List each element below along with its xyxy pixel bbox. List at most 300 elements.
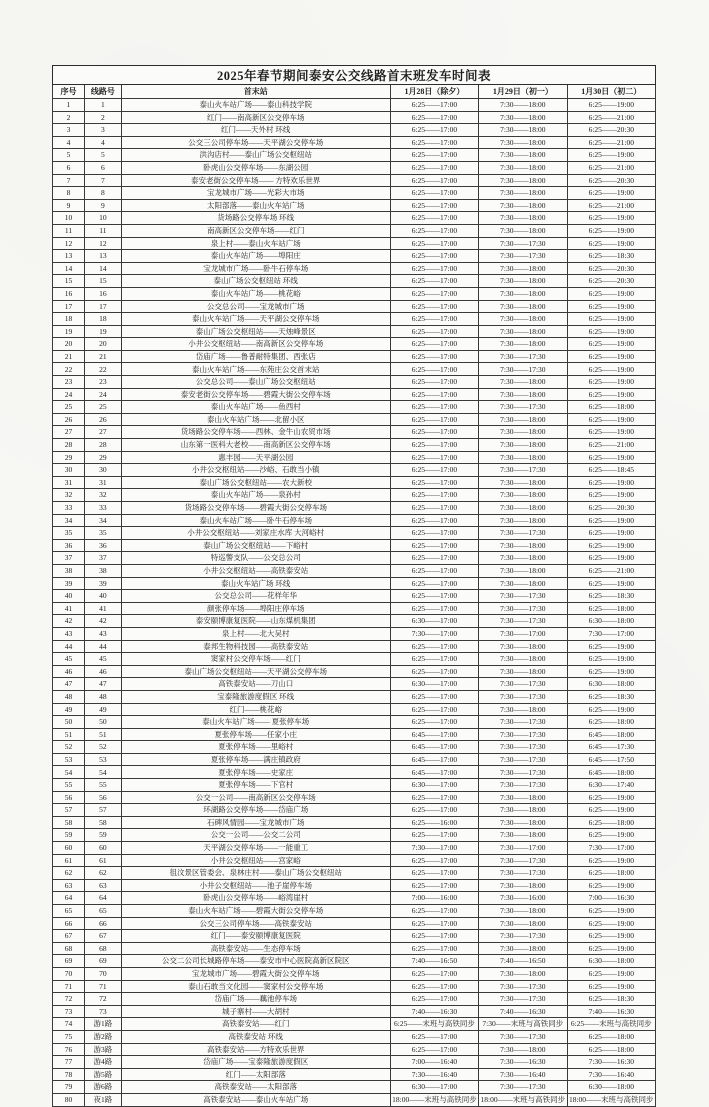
cell-station: 公交三公司停车场——高铁泰安站 — [121, 917, 390, 930]
cell-time-day1: 6:25——17:00 — [390, 967, 478, 980]
cell-time-day1: 6:45——17:00 — [390, 728, 478, 741]
cell-time-day1: 6:25——17:00 — [390, 703, 478, 716]
cell-time-day3: 7:30——16:30 — [567, 1056, 655, 1069]
cell-time-day3: 6:25——19:00 — [567, 854, 655, 867]
cell-seq: 38 — [53, 564, 85, 577]
cell-time-day2: 7:30——16:00 — [479, 892, 567, 905]
cell-time-day2: 7:30——18:00 — [479, 262, 567, 275]
cell-time-day2: 7:30——18:00 — [479, 124, 567, 137]
cell-time-day2: 18:00——末班与高铁同步 — [479, 1093, 567, 1106]
cell-time-day1: 6:25——17:00 — [390, 905, 478, 918]
cell-time-day1: 6:25——17:00 — [390, 388, 478, 401]
cell-time-day1: 6:25——17:00 — [390, 224, 478, 237]
cell-time-day2: 7:30——17:30 — [479, 678, 567, 691]
table-row — [53, 136, 656, 149]
table-row — [53, 313, 656, 326]
table-row — [53, 829, 656, 842]
cell-time-day3: 6:25——19:00 — [567, 653, 655, 666]
cell-time-day2: 7:30——18:00 — [479, 552, 567, 565]
cell-time-day3: 6:25——18:00 — [567, 867, 655, 880]
cell-time-day1: 6:25——17:00 — [390, 804, 478, 817]
cell-route: 游4路 — [84, 1056, 121, 1069]
cell-time-day2: 7:30——18:00 — [479, 502, 567, 515]
cell-station: 石碑风情园——宝龙城市广场 — [121, 816, 390, 829]
cell-time-day3: 6:25——19:00 — [567, 99, 655, 112]
cell-time-day3: 6:25——20:30 — [567, 174, 655, 187]
cell-time-day2: 7:30——18:00 — [479, 99, 567, 112]
cell-route: 38 — [84, 564, 121, 577]
cell-seq: 31 — [53, 476, 85, 489]
cell-seq: 12 — [53, 237, 85, 250]
cell-station: 红门——桃花峪 — [121, 703, 390, 716]
cell-time-day3: 6:25——19:00 — [567, 514, 655, 527]
cell-route: 60 — [84, 842, 121, 855]
cell-station: 窦家村公交停车场——红门 — [121, 653, 390, 666]
cell-seq: 50 — [53, 716, 85, 729]
cell-station: 泰山广场公交枢纽站——农大新校 — [121, 476, 390, 489]
cell-route: 68 — [84, 942, 121, 955]
cell-time-day3: 6:25——20:30 — [567, 502, 655, 515]
cell-time-day2: 7:30——18:00 — [479, 388, 567, 401]
cell-seq: 58 — [53, 816, 85, 829]
cell-time-day2: 7:30——18:00 — [479, 829, 567, 842]
table-row — [53, 678, 656, 691]
cell-time-day2: 7:30——16:40 — [479, 1068, 567, 1081]
cell-seq: 18 — [53, 313, 85, 326]
table-row — [53, 728, 656, 741]
cell-time-day2: 7:30——17:30 — [479, 1030, 567, 1043]
cell-route: 3 — [84, 124, 121, 137]
cell-time-day1: 7:30——17:00 — [390, 842, 478, 855]
cell-seq: 9 — [53, 199, 85, 212]
cell-seq: 75 — [53, 1030, 85, 1043]
cell-time-day1: 6:25——17:00 — [390, 476, 478, 489]
cell-time-day1: 6:25——17:00 — [390, 489, 478, 502]
cell-time-day1: 6:25——末班与高铁同步 — [390, 1018, 478, 1031]
cell-time-day1: 6:25——17:00 — [390, 514, 478, 527]
cell-route: 64 — [84, 892, 121, 905]
cell-seq: 59 — [53, 829, 85, 842]
cell-time-day2: 7:30——17:30 — [479, 867, 567, 880]
cell-time-day3: 6:25——20:30 — [567, 262, 655, 275]
cell-route: 22 — [84, 363, 121, 376]
cell-time-day2: 7:30——17:30 — [479, 779, 567, 792]
table-row — [53, 149, 656, 162]
cell-time-day2: 7:30——17:30 — [479, 401, 567, 414]
table-row — [53, 930, 656, 943]
cell-time-day1: 6:25——17:00 — [390, 439, 478, 452]
cell-seq: 46 — [53, 665, 85, 678]
cell-time-day1: 6:25——17:00 — [390, 640, 478, 653]
cell-route: 34 — [84, 514, 121, 527]
cell-route: 43 — [84, 627, 121, 640]
cell-seq: 10 — [53, 212, 85, 225]
cell-station: 货场路公交停车场 环线 — [121, 212, 390, 225]
cell-time-day1: 6:25——17:00 — [390, 401, 478, 414]
cell-seq: 45 — [53, 653, 85, 666]
cell-route: 18 — [84, 313, 121, 326]
cell-route: 游6路 — [84, 1081, 121, 1094]
cell-seq: 2 — [53, 111, 85, 124]
cell-time-day1: 6:25——17:00 — [390, 300, 478, 313]
cell-time-day3: 6:25——19:00 — [567, 363, 655, 376]
cell-time-day3: 6:25——19:00 — [567, 539, 655, 552]
cell-time-day3: 6:25——19:00 — [567, 942, 655, 955]
cell-station: 夏张停车场——任家小庄 — [121, 728, 390, 741]
table-row — [53, 464, 656, 477]
cell-seq: 56 — [53, 791, 85, 804]
cell-route: 51 — [84, 728, 121, 741]
cell-station: 红门——太阳部落 — [121, 1068, 390, 1081]
cell-seq: 70 — [53, 967, 85, 980]
table-row — [53, 905, 656, 918]
cell-time-day1: 6:25——17:00 — [390, 426, 478, 439]
table-row — [53, 1081, 656, 1094]
table-row — [53, 804, 656, 817]
cell-time-day1: 6:25——17:00 — [390, 325, 478, 338]
table-row — [53, 287, 656, 300]
table-row — [53, 842, 656, 855]
cell-time-day2: 7:30——18:00 — [479, 942, 567, 955]
cell-seq: 23 — [53, 376, 85, 389]
cell-time-day1: 6:45——17:00 — [390, 741, 478, 754]
cell-station: 天平湖公交停车场——一能重工 — [121, 842, 390, 855]
cell-time-day3: 7:30——17:00 — [567, 627, 655, 640]
table-row — [53, 1056, 656, 1069]
cell-time-day1: 6:25——17:00 — [390, 1043, 478, 1056]
table-row — [53, 640, 656, 653]
cell-seq: 60 — [53, 842, 85, 855]
cell-time-day2: 7:30——18:00 — [479, 1043, 567, 1056]
cell-station: 高铁泰安站——泰山火车站广场 — [121, 1093, 390, 1106]
cell-time-day1: 6:30——17:00 — [390, 1081, 478, 1094]
cell-seq: 40 — [53, 590, 85, 603]
cell-time-day1: 6:25——17:00 — [390, 124, 478, 137]
cell-station: 高铁泰安站——方特欢乐世界 — [121, 1043, 390, 1056]
cell-seq: 30 — [53, 464, 85, 477]
table-row — [53, 224, 656, 237]
cell-time-day3: 6:45——17:30 — [567, 741, 655, 754]
cell-station: 泰山火车站广场——泰山科技学院 — [121, 99, 390, 112]
cell-seq: 22 — [53, 363, 85, 376]
table-row — [53, 413, 656, 426]
cell-time-day1: 7:00——16:00 — [390, 892, 478, 905]
cell-time-day2: 7:30——17:30 — [479, 527, 567, 540]
bus-schedule-table — [52, 65, 656, 1107]
cell-seq: 42 — [53, 615, 85, 628]
cell-station: 小井公交枢纽站——池子崖停车场 — [121, 879, 390, 892]
table-row — [53, 539, 656, 552]
cell-route: 26 — [84, 413, 121, 426]
cell-route: 49 — [84, 703, 121, 716]
cell-time-day2: 7:30——17:30 — [479, 741, 567, 754]
cell-station: 颜张停车场——埠阳庄停车场 — [121, 602, 390, 615]
table-row — [53, 476, 656, 489]
cell-route: 12 — [84, 237, 121, 250]
cell-time-day2: 7:30——18:00 — [479, 476, 567, 489]
cell-seq: 21 — [53, 350, 85, 363]
cell-seq: 16 — [53, 287, 85, 300]
cell-station: 货场路公交停车场——西林、金牛山农贸市场 — [121, 426, 390, 439]
cell-seq: 44 — [53, 640, 85, 653]
cell-seq: 41 — [53, 602, 85, 615]
cell-station: 洪沟店村——泰山广场公交枢纽站 — [121, 149, 390, 162]
cell-route: 66 — [84, 917, 121, 930]
cell-station: 公交三公司停车场——天平湖公交停车场 — [121, 136, 390, 149]
cell-time-day3: 6:25——19:00 — [567, 489, 655, 502]
cell-station: 泰山火车站广场——鱼西村 — [121, 401, 390, 414]
cell-seq: 68 — [53, 942, 85, 955]
cell-station: 环湖路公交停车场——岱庙广场 — [121, 804, 390, 817]
cell-time-day2: 7:30——18:00 — [479, 212, 567, 225]
cell-station: 山东第一医科大老校——南高新区公交停车场 — [121, 439, 390, 452]
table-row — [53, 967, 656, 980]
cell-time-day1: 6:25——17:00 — [390, 250, 478, 263]
cell-seq: 79 — [53, 1081, 85, 1094]
cell-route: 48 — [84, 690, 121, 703]
cell-time-day1: 6:25——17:00 — [390, 993, 478, 1006]
cell-time-day1: 6:25——17:00 — [390, 174, 478, 187]
cell-station: 小井公交枢纽站——高铁泰安站 — [121, 564, 390, 577]
cell-time-day3: 6:25——21:00 — [567, 564, 655, 577]
cell-time-day3: 6:25——19:00 — [567, 187, 655, 200]
table-row — [53, 791, 656, 804]
cell-time-day3: 6:25——19:00 — [567, 388, 655, 401]
cell-time-day2: 7:30——18:00 — [479, 275, 567, 288]
cell-time-day3: 6:25——19:00 — [567, 930, 655, 943]
cell-time-day3: 6:25——21:00 — [567, 199, 655, 212]
cell-seq: 67 — [53, 930, 85, 943]
cell-station: 岱庙广场——藕池停车场 — [121, 993, 390, 1006]
cell-route: 33 — [84, 502, 121, 515]
cell-route: 夜1路 — [84, 1093, 121, 1106]
cell-station: 特巡警支队——公交总公司 — [121, 552, 390, 565]
cell-time-day1: 6:25——17:00 — [390, 602, 478, 615]
table-row — [53, 816, 656, 829]
cell-time-day1: 6:25——17:00 — [390, 665, 478, 678]
table-row — [53, 879, 656, 892]
table-row — [53, 615, 656, 628]
cell-time-day2: 7:30——18:00 — [479, 325, 567, 338]
title-row — [53, 66, 656, 85]
cell-time-day3: 6:30——17:40 — [567, 779, 655, 792]
cell-time-day3: 6:25——20:30 — [567, 124, 655, 137]
cell-time-day2: 7:30——18:00 — [479, 187, 567, 200]
cell-time-day2: 7:30——17:30 — [479, 615, 567, 628]
cell-time-day3: 6:25——19:00 — [567, 527, 655, 540]
cell-seq: 65 — [53, 905, 85, 918]
cell-time-day3: 6:25——19:00 — [567, 640, 655, 653]
cell-time-day2: 7:30——18:00 — [479, 376, 567, 389]
cell-time-day1: 6:25——17:00 — [390, 879, 478, 892]
cell-time-day1: 6:25——17:00 — [390, 930, 478, 943]
cell-time-day2: 7:30——18:00 — [479, 174, 567, 187]
cell-time-day1: 6:25——17:00 — [390, 413, 478, 426]
cell-time-day2: 7:30——18:00 — [479, 703, 567, 716]
cell-seq: 78 — [53, 1068, 85, 1081]
cell-time-day1: 6:25——17:00 — [390, 376, 478, 389]
cell-route: 52 — [84, 741, 121, 754]
cell-station: 夏张停车场——里峪村 — [121, 741, 390, 754]
cell-time-day3: 6:25——19:00 — [567, 149, 655, 162]
cell-station: 公交总公司——泰山广场公交枢纽站 — [121, 376, 390, 389]
cell-seq: 74 — [53, 1018, 85, 1031]
cell-time-day3: 6:25——19:00 — [567, 967, 655, 980]
cell-seq: 66 — [53, 917, 85, 930]
cell-route: 11 — [84, 224, 121, 237]
cell-time-day3: 6:25——19:00 — [567, 703, 655, 716]
cell-route: 24 — [84, 388, 121, 401]
cell-time-day2: 7:30——17:30 — [479, 602, 567, 615]
cell-route: 4 — [84, 136, 121, 149]
cell-seq: 55 — [53, 779, 85, 792]
cell-time-day3: 6:45——17:50 — [567, 753, 655, 766]
table-row — [53, 99, 656, 112]
cell-time-day2: 7:30——18:00 — [479, 489, 567, 502]
cell-time-day3: 6:25——19:00 — [567, 224, 655, 237]
cell-seq: 62 — [53, 867, 85, 880]
cell-route: 10 — [84, 212, 121, 225]
cell-route: 13 — [84, 250, 121, 263]
cell-time-day1: 6:25——17:00 — [390, 980, 478, 993]
cell-time-day2: 7:30——17:00 — [479, 842, 567, 855]
cell-route: 41 — [84, 602, 121, 615]
table-row — [53, 262, 656, 275]
col-day1: 1月28日（除夕） — [390, 85, 478, 99]
cell-seq: 49 — [53, 703, 85, 716]
cell-route: 游5路 — [84, 1068, 121, 1081]
table-row — [53, 955, 656, 968]
col-day3: 1月30日（初二） — [567, 85, 655, 99]
cell-route: 21 — [84, 350, 121, 363]
cell-station: 公交一公司——公交二公司 — [121, 829, 390, 842]
cell-seq: 36 — [53, 539, 85, 552]
cell-time-day2: 7:30——18:00 — [479, 665, 567, 678]
cell-route: 69 — [84, 955, 121, 968]
cell-route: 37 — [84, 552, 121, 565]
cell-time-day3: 6:25——19:00 — [567, 237, 655, 250]
cell-time-day2: 7:30——17:30 — [479, 363, 567, 376]
cell-time-day3: 18:00——末班与高铁同步 — [567, 1093, 655, 1106]
cell-time-day2: 7:30——18:00 — [479, 224, 567, 237]
cell-time-day2: 7:30——18:00 — [479, 451, 567, 464]
table-row — [53, 325, 656, 338]
table-row — [53, 627, 656, 640]
cell-time-day3: 6:25——19:00 — [567, 451, 655, 464]
cell-seq: 57 — [53, 804, 85, 817]
cell-time-day3: 7:00——16:30 — [567, 892, 655, 905]
cell-time-day3: 6:25——20:30 — [567, 275, 655, 288]
cell-time-day2: 7:30——18:00 — [479, 539, 567, 552]
cell-time-day3: 6:25——19:00 — [567, 212, 655, 225]
cell-route: 65 — [84, 905, 121, 918]
cell-route: 71 — [84, 980, 121, 993]
cell-time-day1: 6:25——17:00 — [390, 829, 478, 842]
table-row — [53, 376, 656, 389]
cell-time-day1: 6:30——17:00 — [390, 615, 478, 628]
cell-route: 44 — [84, 640, 121, 653]
cell-station: 高铁泰安站——刀山口 — [121, 678, 390, 691]
table-row — [53, 766, 656, 779]
table-row — [53, 426, 656, 439]
cell-time-day2: 7:30——18:00 — [479, 426, 567, 439]
cell-route: 19 — [84, 325, 121, 338]
cell-route: 5 — [84, 149, 121, 162]
cell-time-day2: 7:30——17:30 — [479, 728, 567, 741]
cell-seq: 19 — [53, 325, 85, 338]
cell-route: 70 — [84, 967, 121, 980]
cell-station: 夏张停车场——史家庄 — [121, 766, 390, 779]
cell-time-day2: 7:30——18:00 — [479, 287, 567, 300]
cell-station: 泰山火车站广场——桃花峪 — [121, 287, 390, 300]
cell-time-day1: 18:00——末班与高铁同步 — [390, 1093, 478, 1106]
cell-time-day1: 6:25——17:00 — [390, 262, 478, 275]
cell-time-day2: 7:30——18:00 — [479, 413, 567, 426]
cell-time-day2: 7:30——17:30 — [479, 464, 567, 477]
cell-route: 53 — [84, 753, 121, 766]
cell-time-day2: 7:30——17:30 — [479, 1081, 567, 1094]
cell-seq: 6 — [53, 161, 85, 174]
cell-time-day1: 6:25——17:00 — [390, 363, 478, 376]
cell-route: 游3路 — [84, 1043, 121, 1056]
cell-time-day1: 6:25——17:00 — [390, 275, 478, 288]
cell-time-day3: 6:25——18:45 — [567, 464, 655, 477]
cell-time-day2: 7:30——18:00 — [479, 300, 567, 313]
cell-route: 7 — [84, 174, 121, 187]
cell-route: 31 — [84, 476, 121, 489]
cell-time-day2: 7:30——18:00 — [479, 136, 567, 149]
cell-station: 岱庙广场——宝泰隆旅游度假区 — [121, 1056, 390, 1069]
cell-route: 27 — [84, 426, 121, 439]
cell-time-day1: 6:25——17:00 — [390, 791, 478, 804]
table-row — [53, 753, 656, 766]
cell-time-day2: 7:30——18:00 — [479, 313, 567, 326]
cell-time-day2: 7:30——17:30 — [479, 590, 567, 603]
cell-time-day3: 6:25——18:30 — [567, 250, 655, 263]
header-row — [53, 85, 656, 99]
table-row — [53, 690, 656, 703]
cell-seq: 73 — [53, 1005, 85, 1018]
cell-seq: 15 — [53, 275, 85, 288]
cell-route: 72 — [84, 993, 121, 1006]
cell-time-day3: 6:30——18:00 — [567, 1081, 655, 1094]
cell-station: 泰安老街公交停车场——碧霞大街公交停车场 — [121, 388, 390, 401]
cell-time-day3: 6:30——18:00 — [567, 615, 655, 628]
cell-route: 32 — [84, 489, 121, 502]
cell-time-day3: 6:25——19:00 — [567, 300, 655, 313]
cell-seq: 64 — [53, 892, 85, 905]
cell-time-day3: 6:25——18:00 — [567, 602, 655, 615]
col-route: 线路号 — [84, 85, 121, 99]
cell-time-day2: 7:30——18:00 — [479, 905, 567, 918]
table-row — [53, 199, 656, 212]
cell-time-day2: 7:30——17:30 — [479, 930, 567, 943]
cell-route: 56 — [84, 791, 121, 804]
cell-time-day3: 6:25——19:00 — [567, 476, 655, 489]
cell-time-day2: 7:30——18:00 — [479, 199, 567, 212]
cell-route: 39 — [84, 577, 121, 590]
cell-station: 泰山火车站广场——卧牛石停车场 — [121, 514, 390, 527]
cell-time-day1: 6:25——17:00 — [390, 338, 478, 351]
cell-time-day2: 7:30——17:30 — [479, 237, 567, 250]
cell-station: 泉上村——泰山火车站广场 — [121, 237, 390, 250]
cell-time-day2: 7:30——18:00 — [479, 653, 567, 666]
cell-route: 50 — [84, 716, 121, 729]
cell-route: 25 — [84, 401, 121, 414]
cell-seq: 69 — [53, 955, 85, 968]
cell-route: 59 — [84, 829, 121, 842]
cell-seq: 32 — [53, 489, 85, 502]
